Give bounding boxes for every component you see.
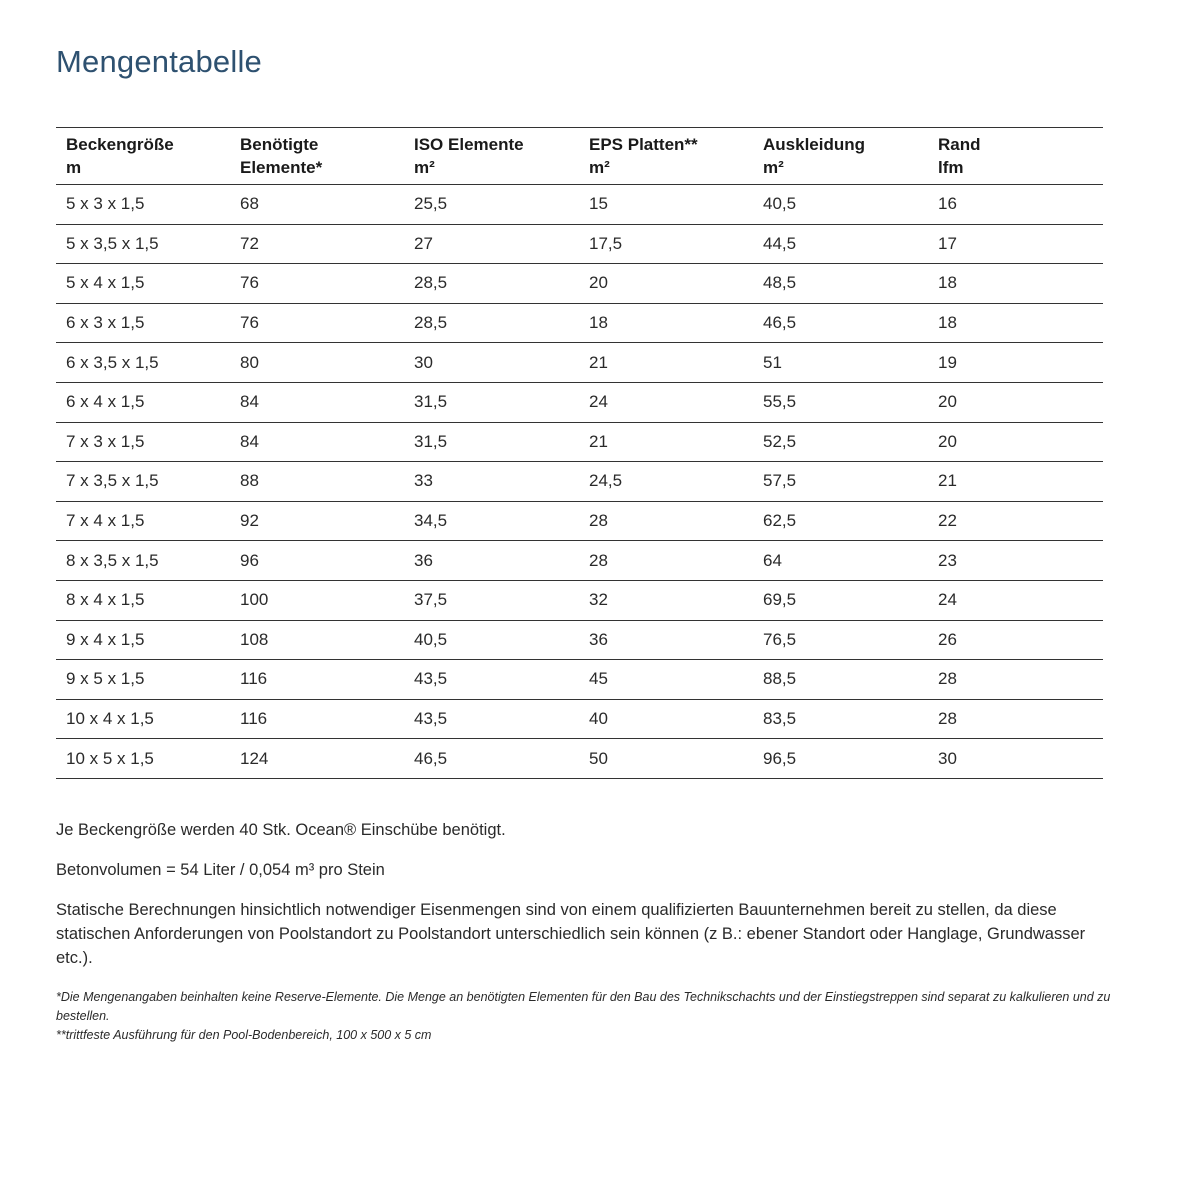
table-cell: 18 [589,313,608,333]
table-cell: 31,5 [414,392,448,412]
table-cell: 96,5 [763,748,797,768]
table-row [56,541,1103,581]
footnotes [56,988,1116,1045]
table-cell: 24,5 [589,471,623,491]
table-cell: 28 [589,511,608,531]
table-cell: 52,5 [763,431,797,451]
table-cell: 40,5 [763,194,797,214]
table-cell: 21 [589,352,608,372]
table-cell: 28 [589,550,608,570]
table-cell: 6 x 3 x 1,5 [66,313,145,333]
table-cell: 28,5 [414,273,448,293]
table-cell: 9 x 4 x 1,5 [66,629,145,649]
table-row [56,660,1103,700]
table-cell: 100 [240,590,269,610]
table-row [56,462,1103,502]
table-cell: 44,5 [763,233,797,253]
table-cell: 45 [589,669,608,689]
table-cell: 7 x 3,5 x 1,5 [66,471,159,491]
table-cell: 84 [240,392,259,412]
table-row [56,224,1103,264]
table-cell: 21 [938,471,957,491]
table-cell: 25,5 [414,194,448,214]
table-cell: 16 [938,194,957,214]
table-cell: 8 x 3,5 x 1,5 [66,550,159,570]
table-cell: 31,5 [414,431,448,451]
table-cell: 17 [938,233,957,253]
table-cell: 88 [240,471,259,491]
table-row [56,343,1103,383]
table-row [56,382,1103,422]
table-cell: 21 [589,431,608,451]
quantity-table [56,127,1103,779]
table-row [56,620,1103,660]
table-cell: 7 x 4 x 1,5 [66,511,145,531]
table-cell: 10 x 5 x 1,5 [66,748,154,768]
table-cell: 5 x 4 x 1,5 [66,273,145,293]
table-row [56,501,1103,541]
page-title: Mengentabelle [56,44,262,79]
table-cell: 51 [763,352,782,372]
table-header-row [56,128,1103,185]
table-cell: 18 [938,273,957,293]
table-cell: 20 [589,273,608,293]
table-cell: 55,5 [763,392,797,412]
table-cell: 92 [240,511,259,531]
table-cell: 46,5 [763,313,797,333]
table-cell: 28 [938,669,957,689]
table-cell: 17,5 [589,233,623,253]
table-cell: 28 [938,709,957,729]
table-cell: 30 [938,748,957,768]
table-cell: 76 [240,273,259,293]
table-cell: 26 [938,629,957,649]
table-cell: 5 x 3,5 x 1,5 [66,233,159,253]
table-cell: 48,5 [763,273,797,293]
table-cell: 5 x 3 x 1,5 [66,194,145,214]
table-cell: 62,5 [763,511,797,531]
footnote-eps: **trittfeste Ausführung für den Pool-Bodenbereich, 100 x 500 x 5 cm [56,1028,432,1042]
table-cell: 23 [938,550,957,570]
table-cell: 88,5 [763,669,797,689]
table-cell: 116 [240,669,268,689]
table-cell: 10 x 4 x 1,5 [66,709,154,729]
table-cell: 22 [938,511,957,531]
table-row [56,422,1103,462]
table-cell: 46,5 [414,748,448,768]
table-row [56,739,1103,779]
table-cell: 96 [240,550,259,570]
table-cell: 9 x 5 x 1,5 [66,669,145,689]
table-cell: 76,5 [763,629,797,649]
table-cell: 124 [240,748,269,768]
table-cell: 8 x 4 x 1,5 [66,590,145,610]
footnote-elements: *Die Mengenangaben beinhalten keine Reserve-Elemente. Die Menge an benötigten Elementen für den Bau des Technikschachts und der Einstiegstreppen sind separat zu kalkulieren und zu bestellen. [56,990,1111,1023]
table-cell: 68 [240,194,259,214]
header-cell-pool-size: Beckengröße m [66,135,174,177]
table-cell: 43,5 [414,669,448,689]
table-cell: 27 [414,233,433,253]
table-cell: 37,5 [414,590,448,610]
note-static-calculation: Statische Berechnungen hinsichtlich notwendiger Eisenmengen sind von einem qualifizierten Bauunternehmen bereit zu stellen, da diese statischen Anforderungen von Poolstandort zu Poolstandort unterschiedlich sein können (z B.: ebener Standort oder Hanglage, Grundwasser etc.). [56,901,1086,967]
table-row [56,580,1103,620]
table-cell: 20 [938,431,957,451]
header-cell-eps: EPS Platten** m² [589,135,698,177]
table-body [56,185,1103,779]
note-concrete-volume: Betonvolumen = 54 Liter / 0,054 m³ pro Stein [56,861,385,879]
table-cell: 36 [414,550,433,570]
table-cell: 40 [589,709,608,729]
table-cell: 83,5 [763,709,797,729]
table-cell: 20 [938,392,957,412]
table-cell: 76 [240,313,259,333]
header-cell-iso: ISO Elemente m² [414,135,524,177]
table-cell: 36 [589,629,608,649]
table-cell: 6 x 4 x 1,5 [66,392,145,412]
header-cell-elements: Benötigte Elemente* [240,135,323,177]
table-row [56,303,1103,343]
table-cell: 80 [240,352,259,372]
table-cell: 32 [589,590,608,610]
table-cell: 24 [589,392,608,412]
table-row [56,264,1103,304]
table-cell: 64 [763,550,782,570]
table-row [56,699,1103,739]
table-cell: 6 x 3,5 x 1,5 [66,352,159,372]
table-cell: 7 x 3 x 1,5 [66,431,145,451]
note-inserts: Je Beckengröße werden 40 Stk. Ocean® Einschübe benötigt. [56,821,506,839]
table-cell: 108 [240,629,269,649]
table-cell: 40,5 [414,629,448,649]
header-cell-lining: Auskleidung m² [763,135,866,177]
table-cell: 43,5 [414,709,448,729]
table-cell: 18 [938,313,957,333]
table-cell: 15 [589,194,608,214]
table-cell: 28,5 [414,313,448,333]
table-cell: 69,5 [763,590,797,610]
table-cell: 33 [414,471,433,491]
table-cell: 116 [240,709,268,729]
table-cell: 84 [240,431,259,451]
table-cell: 57,5 [763,471,797,491]
table-cell: 34,5 [414,511,448,531]
table-cell: 24 [938,590,957,610]
table-cell: 50 [589,748,608,768]
notes-section [56,818,1116,986]
table-row [56,185,1103,225]
table-cell: 72 [240,233,259,253]
table-cell: 30 [414,352,433,372]
table-cell: 19 [938,352,957,372]
header-cell-edge: Rand lfm [938,135,981,177]
